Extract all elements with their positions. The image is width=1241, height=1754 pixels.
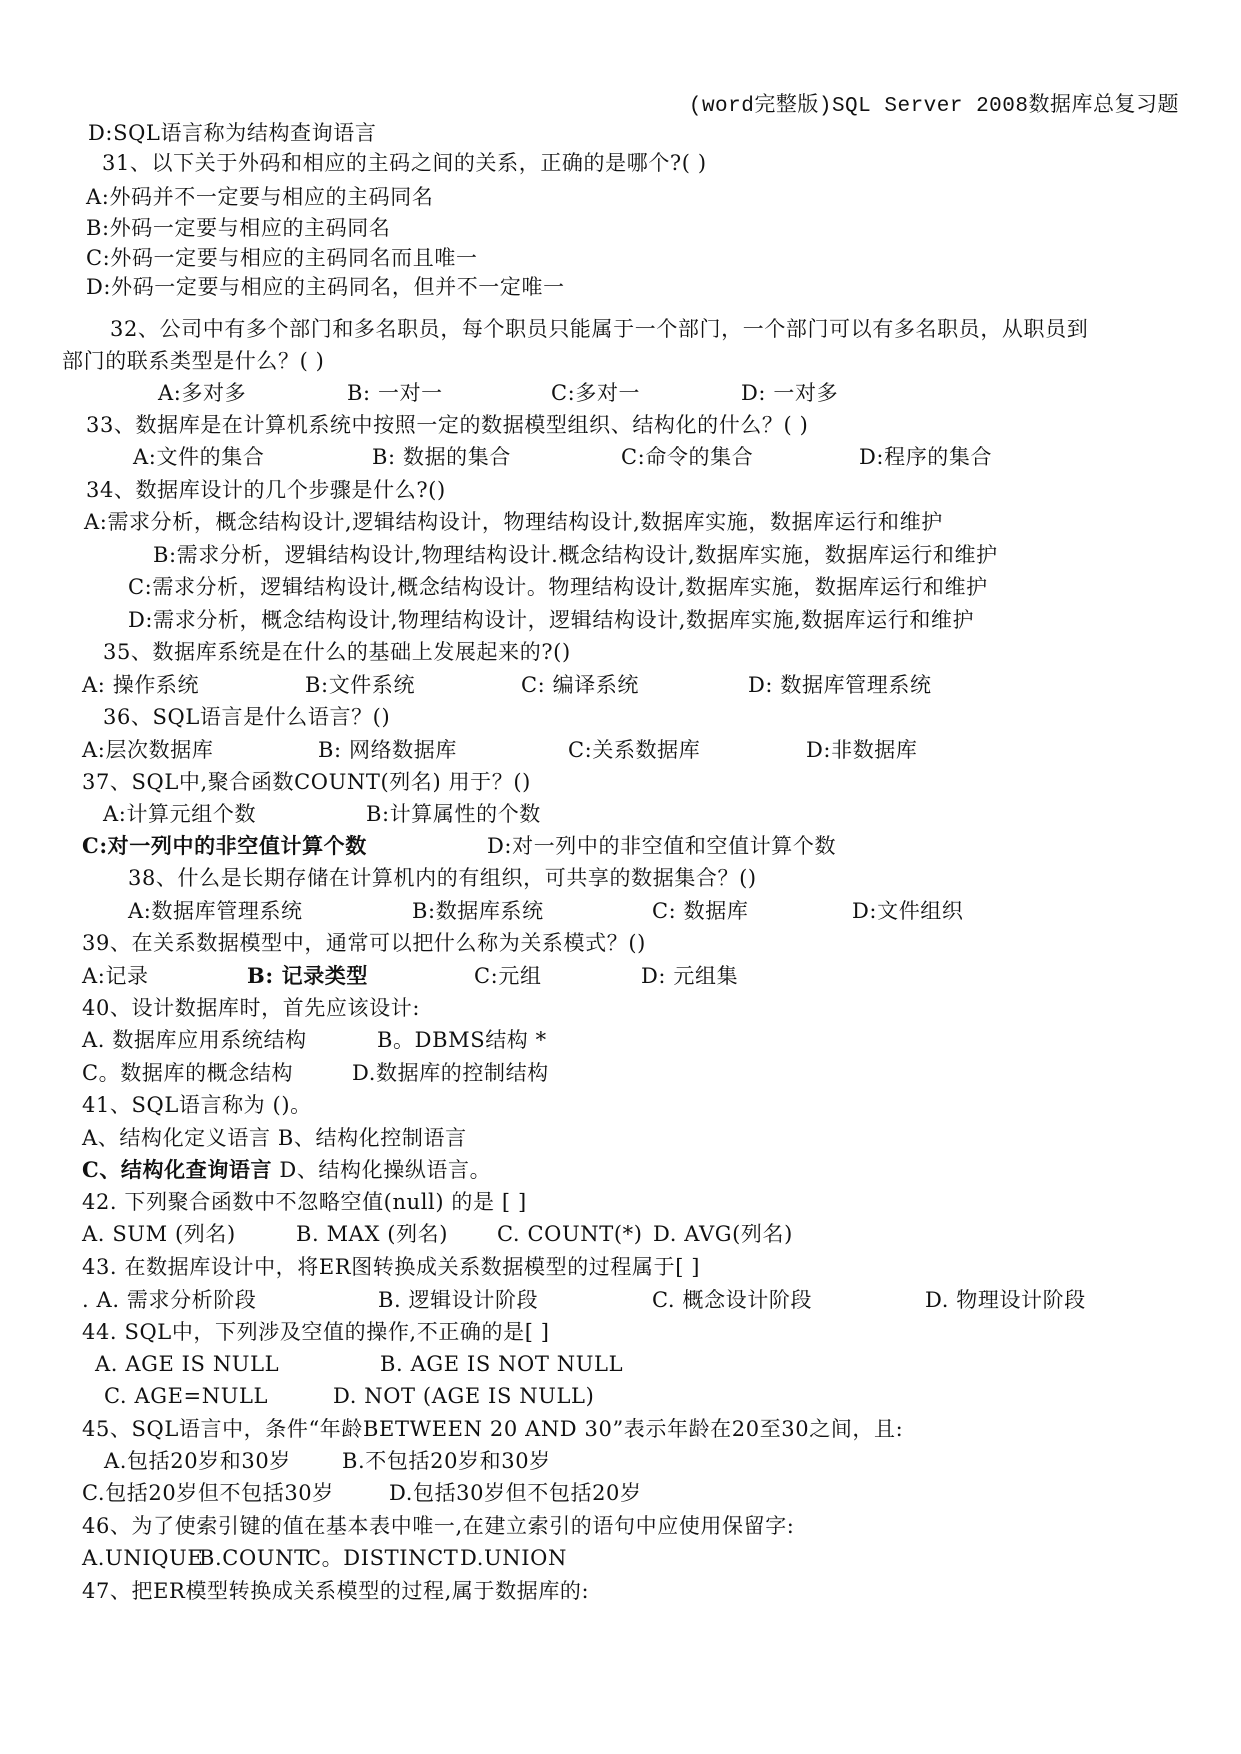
option-a: A:数据库管理系统 (128, 899, 303, 923)
option-a: A:层次数据库 (82, 738, 214, 762)
option-c: C. 概念设计阶段 (652, 1288, 813, 1312)
option-d: D:对一列中的非空值和空值计算个数 (487, 834, 837, 858)
option-a: A:多对多 (158, 381, 247, 405)
option-d: D. 物理设计阶段 (925, 1288, 1086, 1312)
option-a: A.UNIQUE (82, 1546, 204, 1570)
option-d: D:非数据库 (806, 738, 918, 762)
option-c: C: 数据库 (652, 899, 749, 923)
option-c-answer: C、结构化查询语言 (82, 1157, 273, 1182)
option-b: B:计算属性的个数 (366, 802, 541, 826)
option-b: B. 逻辑设计阶段 (378, 1288, 539, 1312)
question-34: 34、数据库设计的几个步骤是什么?() (86, 478, 446, 502)
option-a: . A. 需求分析阶段 (82, 1288, 257, 1312)
option-d: D: 数据库管理系统 (748, 673, 932, 697)
option-c: C:元组 (474, 964, 542, 988)
question-31: 31、以下关于外码和相应的主码之间的关系，正确的是哪个?( ) (102, 151, 707, 175)
option-c: C. COUNT(*) (497, 1222, 643, 1246)
option-c: C:关系数据库 (568, 738, 701, 762)
option-d: D. NOT (AGE IS NULL) (333, 1384, 595, 1408)
option-c: C. AGE=NULL (104, 1384, 269, 1408)
option-b: B.COUNT (199, 1546, 309, 1570)
question-39: 39、在关系数据模型中，通常可以把什么称为关系模式？() (82, 931, 646, 955)
option-a: A. 数据库应用系统结构 (82, 1028, 307, 1052)
option-b: B:文件系统 (305, 673, 416, 697)
option-c: C:命令的集合 (621, 445, 754, 469)
question-44: 44. SQL中，下列涉及空值的操作,不正确的是[ ] (82, 1320, 550, 1344)
option-a: A: 操作系统 (82, 673, 200, 697)
option-d: D. AVG(列名) (653, 1222, 793, 1246)
option-a: A.包括20岁和30岁 (104, 1449, 291, 1473)
question-35: 35、数据库系统是在什么的基础上发展起来的?() (103, 640, 571, 664)
option-c: C:外码一定要与相应的主码同名而且唯一 (86, 246, 478, 270)
option-d: D:程序的集合 (859, 445, 993, 469)
option-c: C: 编译系统 (521, 673, 640, 697)
option-b: B. AGE IS NOT NULL (380, 1352, 624, 1376)
option-d: D: 元组集 (641, 964, 739, 988)
option-a: A:需求分析，概念结构设计,逻辑结构设计，物理结构设计,数据库实施，数据库运行和维护 (84, 510, 943, 534)
question-45: 45、SQL语言中，条件“年龄BETWEEN 20 AND 30”表示年龄在20至30之间，且: (82, 1417, 904, 1441)
option-c: C。DISTINCT (305, 1546, 459, 1570)
question-33: 33、数据库是在计算机系统中按照一定的数据模型组织、结构化的什么？( ) (86, 413, 809, 437)
option-a: A:文件的集合 (133, 445, 265, 469)
option-d: D.数据库的控制结构 (352, 1061, 549, 1085)
option-b: B:数据库系统 (412, 899, 544, 923)
question-41: 41、SQL语言称为 ()。 (82, 1093, 312, 1117)
option-c: C.包括20岁但不包括30岁 (82, 1481, 334, 1505)
option-b: B. MAX (列名) (296, 1222, 449, 1246)
question-43: 43. 在数据库设计中，将ER图转换成关系数据模型的过程属于[ ] (82, 1255, 701, 1279)
option-d: D:外码一定要与相应的主码同名，但并不一定唯一 (86, 275, 565, 299)
option-b: B: 网络数据库 (318, 738, 457, 762)
option-a: A:外码并不一定要与相应的主码同名 (86, 185, 434, 209)
option-b-answer: B: 记录类型 (247, 963, 369, 988)
question-40: 40、设计数据库时，首先应该设计: (82, 996, 420, 1020)
question-47: 47、把ER模型转换成关系模型的过程,属于数据库的: (82, 1579, 590, 1603)
option-b: B。DBMS结构 * (377, 1028, 547, 1052)
question-42: 42. 下列聚合函数中不忽略空值(null) 的是 [ ] (82, 1190, 527, 1214)
option-d: D.UNION (460, 1546, 567, 1570)
question-32-cont: 部门的联系类型是什么？( ) (62, 349, 325, 373)
option-d: D: 一对多 (741, 381, 839, 405)
option-d: D.包括30岁但不包括20岁 (389, 1481, 642, 1505)
question-37: 37、SQL中,聚合函数COUNT(列名) 用于？() (82, 770, 531, 794)
option-d: D、结构化操纵语言。 (272, 1158, 492, 1182)
option-a: A. SUM (列名) (82, 1222, 236, 1246)
option-b: B: 数据的集合 (372, 445, 511, 469)
option-b: B:外码一定要与相应的主码同名 (86, 216, 391, 240)
option-c: C。数据库的概念结构 (82, 1061, 294, 1085)
question-38: 38、什么是长期存储在计算机内的有组织，可共享的数据集合？() (128, 866, 757, 890)
options-c-d (82, 1156, 491, 1184)
question-32: 32、公司中有多个部门和多名职员，每个职员只能属于一个部门，一个部门可以有多名职员，从职员到 (110, 317, 1089, 341)
option-d: D:需求分析，概念结构设计,物理结构设计，逻辑结构设计,数据库实施,数据库运行和维护 (128, 608, 975, 632)
option-a: A:记录 (82, 964, 149, 988)
option-b: B: 一对一 (347, 381, 443, 405)
option-b: B:需求分析，逻辑结构设计,物理结构设计.概念结构设计,数据库实施，数据库运行和维护 (153, 543, 998, 567)
question-36: 36、SQL语言是什么语言？() (103, 705, 391, 729)
question-46: 46、为了使索引键的值在基本表中唯一,在建立索引的语句中应使用保留字: (82, 1514, 795, 1538)
option-c: C:需求分析，逻辑结构设计,概念结构设计。物理结构设计,数据库实施，数据库运行和维护 (128, 575, 988, 599)
text-line: D:SQL语言称为结构查询语言 (88, 121, 377, 145)
page-header-title: (word完整版)SQL Server 2008数据库总复习题 (688, 95, 1179, 118)
option-d: D:文件组织 (852, 899, 964, 923)
option-c-answer: C:对一列中的非空值计算个数 (82, 833, 367, 858)
options-a-b: A、结构化定义语言 B、结构化控制语言 (82, 1126, 467, 1150)
option-a: A. AGE IS NULL (95, 1352, 280, 1376)
option-c: C:多对一 (551, 381, 641, 405)
option-b: B.不包括20岁和30岁 (342, 1449, 551, 1473)
option-a: A:计算元组个数 (103, 802, 257, 826)
